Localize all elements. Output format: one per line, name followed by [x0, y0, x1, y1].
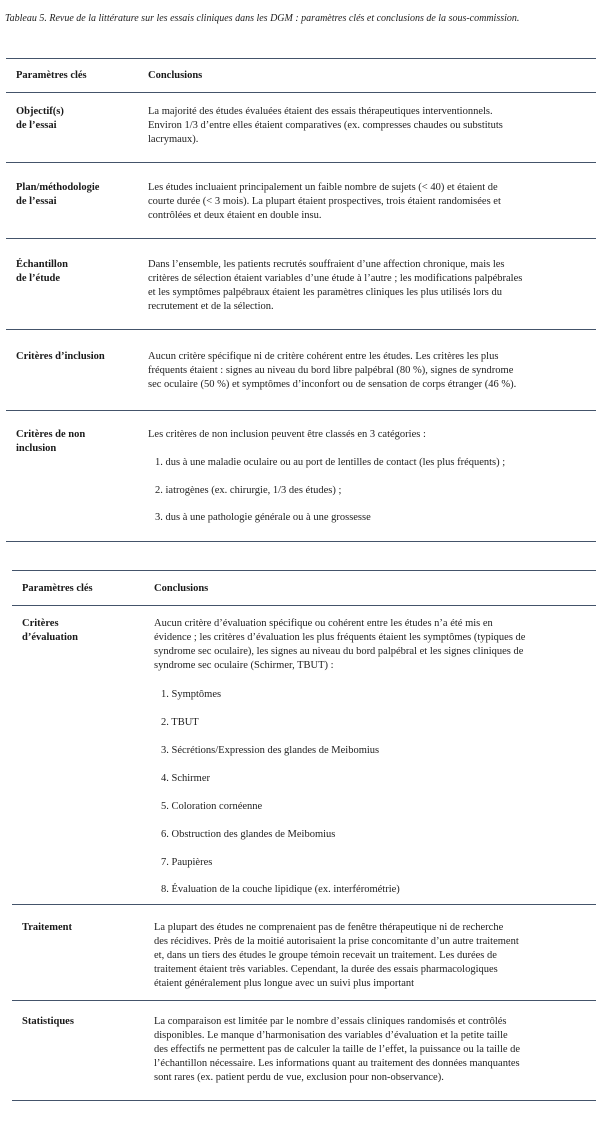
table-top-rule — [6, 58, 596, 59]
row-text-plan: Les études incluaient principalement un faible nombre de sujets (< 40) et étaient de courte durée (< 3 mois). La plupart étaient prospectives, trois étaient randomisées et contrôlées et deux étaient en double insu. — [148, 182, 501, 221]
header-conclusions: Conclusions — [148, 70, 203, 81]
row-key-plan: Plan/méthodologie de l’essai — [16, 182, 100, 207]
row-rule — [6, 162, 596, 163]
row-rule — [6, 238, 596, 239]
list-item: 6. Obstruction des glandes de Meibomius — [161, 829, 336, 840]
row-text-inclusion: Aucun critère spécifique ni de critère cohérent entre les études. Les critères les plus fréquents étaient : signes au niveau du bord libre palpébral (80 %), signes de syndrome sec oculaire (50 %) et symptômes d’inconfort ou de sensation de corps étranger (46 %). — [148, 351, 517, 390]
row-text-evaluation: Aucun critère d’évaluation spécifique ou cohérent entre les études n’a été mis en évidence ; les critères d’évaluation les plus fréquents étaient les symptômes (typiques de syndrome sec oculaire), les signes au niveau du bord palpébral et les signes cliniques de syndrome sec oculaire (Schirmer, TBUT) : — [154, 618, 526, 671]
row-text-non-inclusion: Les critères de non inclusion peuvent être classés en 3 catégories : — [148, 429, 426, 440]
list-item: 1. Symptômes — [161, 689, 222, 700]
row-key-statistiques: Statistiques — [22, 1016, 74, 1027]
table-bottom-rule — [12, 1100, 596, 1101]
header-param: Paramètres clés — [22, 583, 93, 594]
row-key-inclusion: Critères d’inclusion — [16, 351, 105, 362]
row-rule — [6, 329, 596, 330]
header-param: Paramètres clés — [16, 70, 87, 81]
header-rule — [6, 92, 596, 93]
row-rule — [12, 1000, 596, 1001]
list-item: 2. TBUT — [161, 717, 199, 728]
table-bottom-rule — [6, 541, 596, 542]
header-rule — [12, 605, 596, 606]
list-item: 3. Sécrétions/Expression des glandes de Meibomius — [161, 745, 380, 756]
row-rule — [6, 410, 596, 411]
row-key-non-inclusion: Critères de non inclusion — [16, 429, 86, 454]
row-rule — [12, 904, 596, 905]
header-conclusions: Conclusions — [154, 583, 209, 594]
list-item: 4. Schirmer — [161, 773, 210, 784]
row-key-traitement: Traitement — [22, 922, 72, 933]
row-text-statistiques: La comparaison est limitée par le nombre d’essais cliniques randomisés et contrôlés disponibles. Le manque d’harmonisation des variables d’évaluation et la petite taille des effectifs ne permettent pas de calculer la taille de l’effet, la puissance ou la taille de l’échantillon nécessaire. Les informations quant au traitement des données manquantes sont rares (ex. patient perdu de vue, exclusion pour non-observance). — [154, 1016, 521, 1083]
list-item: 3. dus à une pathologie générale ou à une grossesse — [155, 512, 371, 523]
row-text-echantillon: Dans l’ensemble, les patients recrutés souffraient d’une affection chronique, mais les critères de sélection étaient variables d’une étude à l’autre ; les modifications palpébrales et les symptômes palpébraux étaient les paramètres cliniques les plus utilisés lors du recrutement et de la sélection. — [148, 259, 523, 312]
list-item: 7. Paupières — [161, 857, 213, 868]
table-caption: Tableau 5. Revue de la littérature sur les essais cliniques dans les DGM : paramètres clés et conclusions de la sous-commission. — [5, 13, 520, 24]
list-item: 5. Coloration cornéenne — [161, 801, 263, 812]
list-item: 1. dus à une maladie oculaire ou au port de lentilles de contact (les plus fréquents) ; — [155, 457, 506, 468]
row-key-evaluation: Critères d’évaluation — [22, 618, 79, 643]
table-top-rule — [12, 570, 596, 571]
row-text-traitement: La plupart des études ne comprenaient pas de fenêtre thérapeutique ni de recherche des récidives. Près de la moitié autorisaient la prise concomitante d’un autre traitement et, dans un tiers des études le groupe témoin recevait un traitement. Les durées de traitement étaient très variables. Cependant, la durée des essais pharmacologiques étaient généralement plus longue avec un suivi plus important — [154, 922, 519, 989]
list-item: 2. iatrogènes (ex. chirurgie, 1/3 des études) ; — [155, 485, 342, 496]
list-item: 8. Évaluation de la couche lipidique (ex. interférométrie) — [161, 884, 400, 895]
row-key-echantillon: Échantillon de l’étude — [16, 259, 68, 284]
row-key-objectif: Objectif(s) de l’essai — [16, 106, 64, 131]
row-text-objectif: La majorité des études évaluées étaient des essais thérapeutiques interventionnels. Environ 1/3 d’entre elles étaient comparatives (ex. compresses chaudes ou substituts lacrymaux). — [148, 106, 503, 145]
